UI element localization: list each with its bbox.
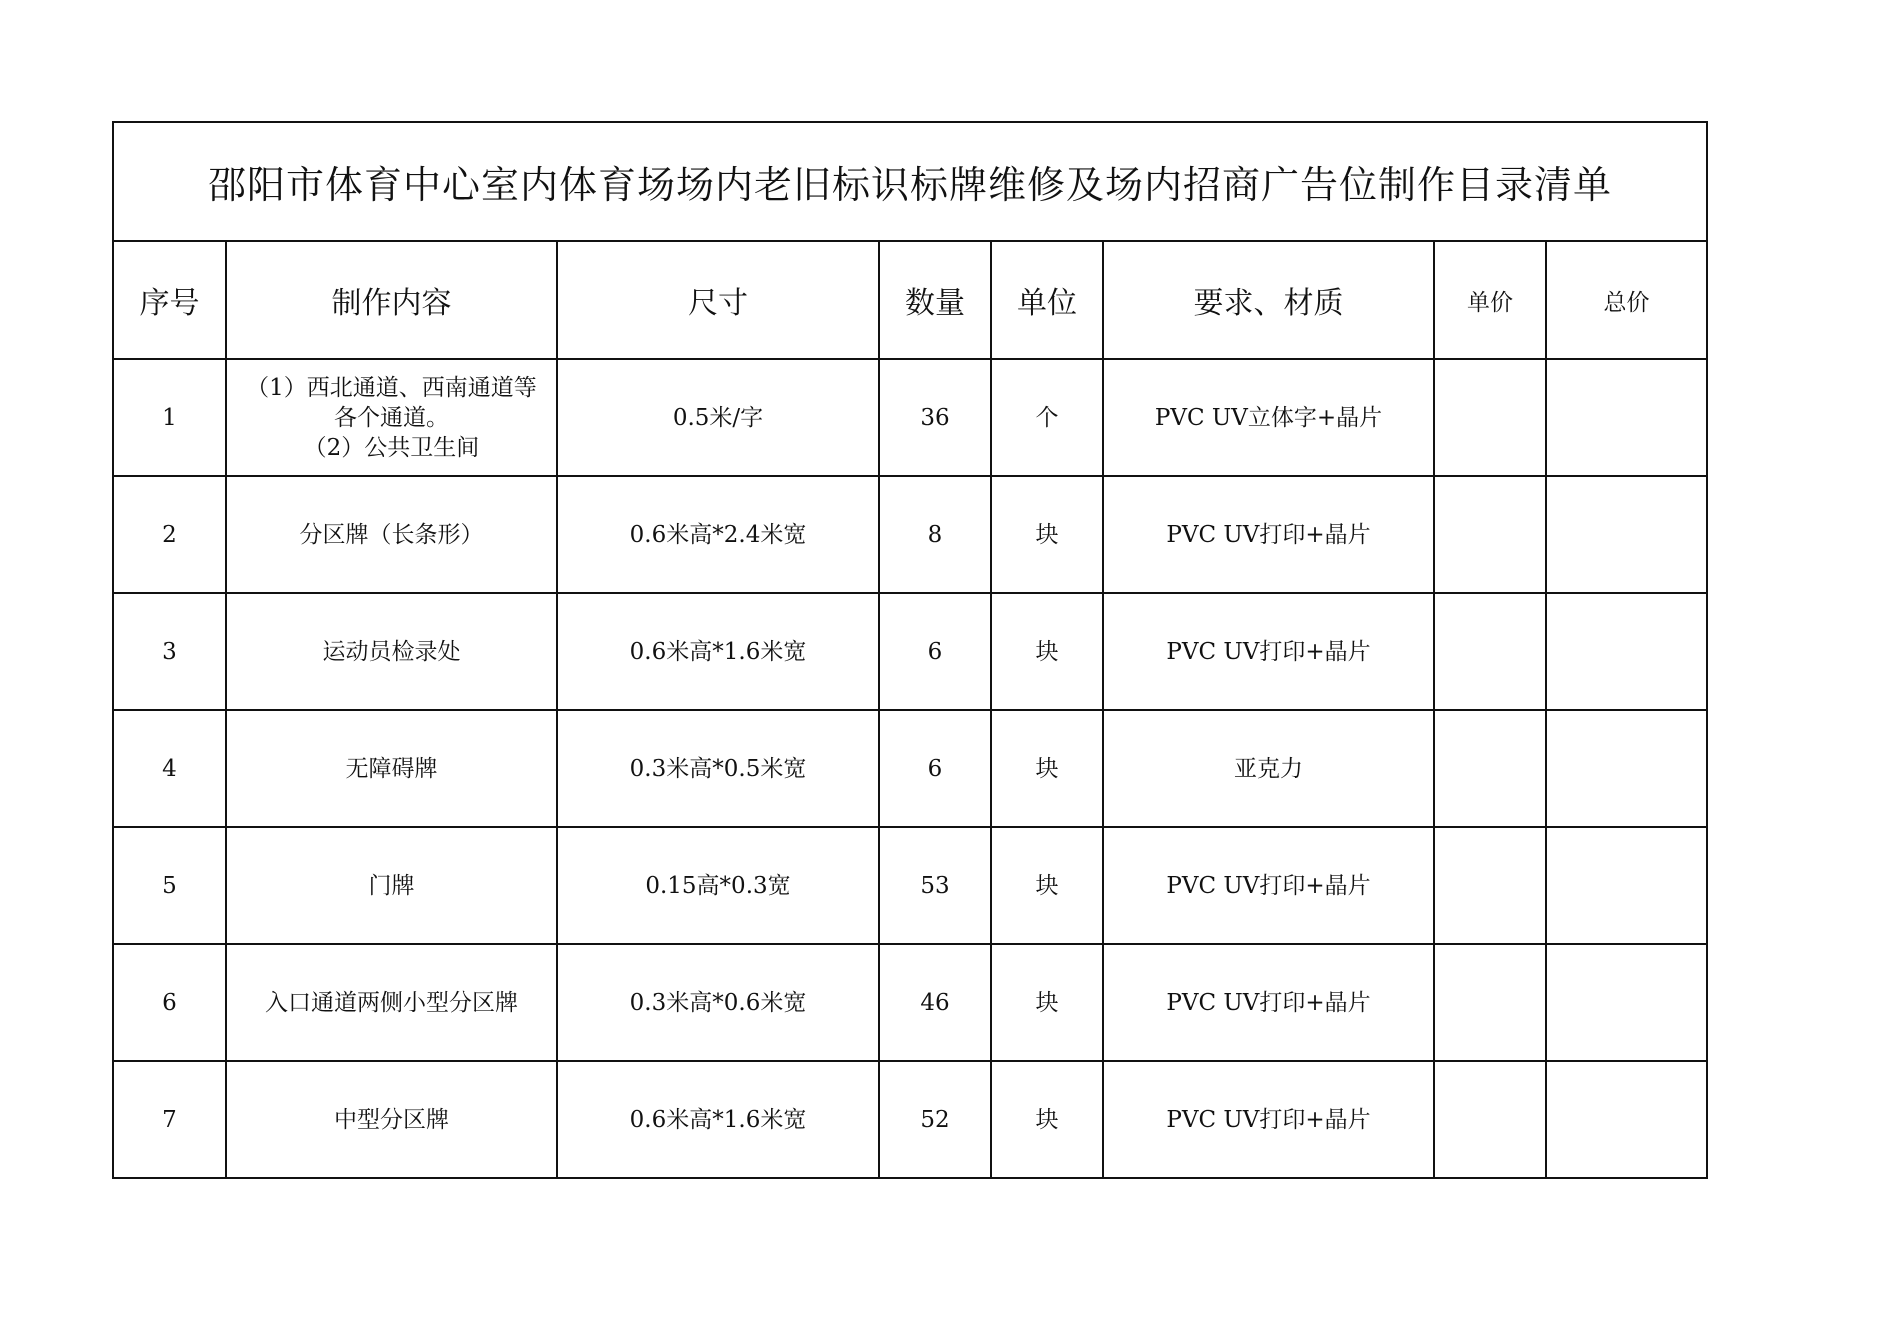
content-line: 各个通道。 (334, 404, 449, 431)
cell-content: 运动员检录处 (226, 593, 557, 710)
item-list-table (112, 121, 1708, 1179)
cell-material: PVC UV打印+晶片 (1103, 1061, 1434, 1178)
cell-size: 0.15高*0.3宽 (557, 827, 879, 944)
cell-total-price (1546, 710, 1707, 827)
table-row (113, 1061, 1707, 1178)
cell-unit: 块 (991, 1061, 1103, 1178)
cell-unit-price (1434, 359, 1546, 476)
cell-unit: 块 (991, 593, 1103, 710)
cell-unit: 块 (991, 827, 1103, 944)
cell-content: 入口通道两侧小型分区牌 (226, 944, 557, 1061)
cell-total-price (1546, 593, 1707, 710)
cell-unit-price (1434, 476, 1546, 593)
cell-total-price (1546, 944, 1707, 1061)
table-row (113, 827, 1707, 944)
table-row (113, 944, 1707, 1061)
cell-index: 7 (113, 1061, 226, 1178)
header-quantity: 数量 (879, 241, 991, 359)
document-title: 邵阳市体育中心室内体育场场内老旧标识标牌维修及场内招商广告位制作目录清单 (113, 122, 1707, 241)
cell-total-price (1546, 476, 1707, 593)
cell-size: 0.3米高*0.5米宽 (557, 710, 879, 827)
header-content: 制作内容 (226, 241, 557, 359)
cell-size: 0.6米高*2.4米宽 (557, 476, 879, 593)
cell-content: 无障碍牌 (226, 710, 557, 827)
cell-index: 6 (113, 944, 226, 1061)
table-row (113, 359, 1707, 476)
cell-content: 门牌 (226, 827, 557, 944)
cell-material: PVC UV打印+晶片 (1103, 593, 1434, 710)
cell-unit: 块 (991, 710, 1103, 827)
title-row (113, 122, 1707, 241)
cell-quantity: 6 (879, 710, 991, 827)
cell-quantity: 46 (879, 944, 991, 1061)
cell-index: 2 (113, 476, 226, 593)
cell-index: 5 (113, 827, 226, 944)
cell-material: PVC UV打印+晶片 (1103, 476, 1434, 593)
cell-total-price (1546, 1061, 1707, 1178)
cell-index: 1 (113, 359, 226, 476)
cell-quantity: 52 (879, 1061, 991, 1178)
table-row (113, 710, 1707, 827)
cell-size: 0.3米高*0.6米宽 (557, 944, 879, 1061)
header-material: 要求、材质 (1103, 241, 1434, 359)
cell-total-price (1546, 827, 1707, 944)
cell-size: 0.6米高*1.6米宽 (557, 593, 879, 710)
cell-index: 4 (113, 710, 226, 827)
content-line: （1）西北通道、西南通道等 (246, 374, 537, 401)
document-sheet (112, 121, 1706, 1179)
cell-unit-price (1434, 1061, 1546, 1178)
cell-content: 分区牌（长条形） (226, 476, 557, 593)
cell-size: 0.5米/字 (557, 359, 879, 476)
cell-quantity: 6 (879, 593, 991, 710)
table-row (113, 593, 1707, 710)
cell-material: PVC UV打印+晶片 (1103, 944, 1434, 1061)
header-row (113, 241, 1707, 359)
header-total-price: 总价 (1546, 241, 1707, 359)
header-size: 尺寸 (557, 241, 879, 359)
cell-content (226, 359, 557, 476)
cell-unit-price (1434, 827, 1546, 944)
cell-size: 0.6米高*1.6米宽 (557, 1061, 879, 1178)
cell-quantity: 53 (879, 827, 991, 944)
content-line: （2）公共卫生间 (303, 434, 480, 461)
cell-total-price (1546, 359, 1707, 476)
cell-unit: 块 (991, 476, 1103, 593)
table-row (113, 476, 1707, 593)
cell-unit-price (1434, 593, 1546, 710)
cell-unit: 块 (991, 944, 1103, 1061)
cell-unit-price (1434, 710, 1546, 827)
header-unit: 单位 (991, 241, 1103, 359)
cell-index: 3 (113, 593, 226, 710)
cell-material: PVC UV打印+晶片 (1103, 827, 1434, 944)
cell-content: 中型分区牌 (226, 1061, 557, 1178)
cell-quantity: 8 (879, 476, 991, 593)
cell-unit-price (1434, 944, 1546, 1061)
header-index: 序号 (113, 241, 226, 359)
cell-quantity: 36 (879, 359, 991, 476)
header-unit-price: 单价 (1434, 241, 1546, 359)
cell-unit: 个 (991, 359, 1103, 476)
cell-material: PVC UV立体字+晶片 (1103, 359, 1434, 476)
cell-material: 亚克力 (1103, 710, 1434, 827)
